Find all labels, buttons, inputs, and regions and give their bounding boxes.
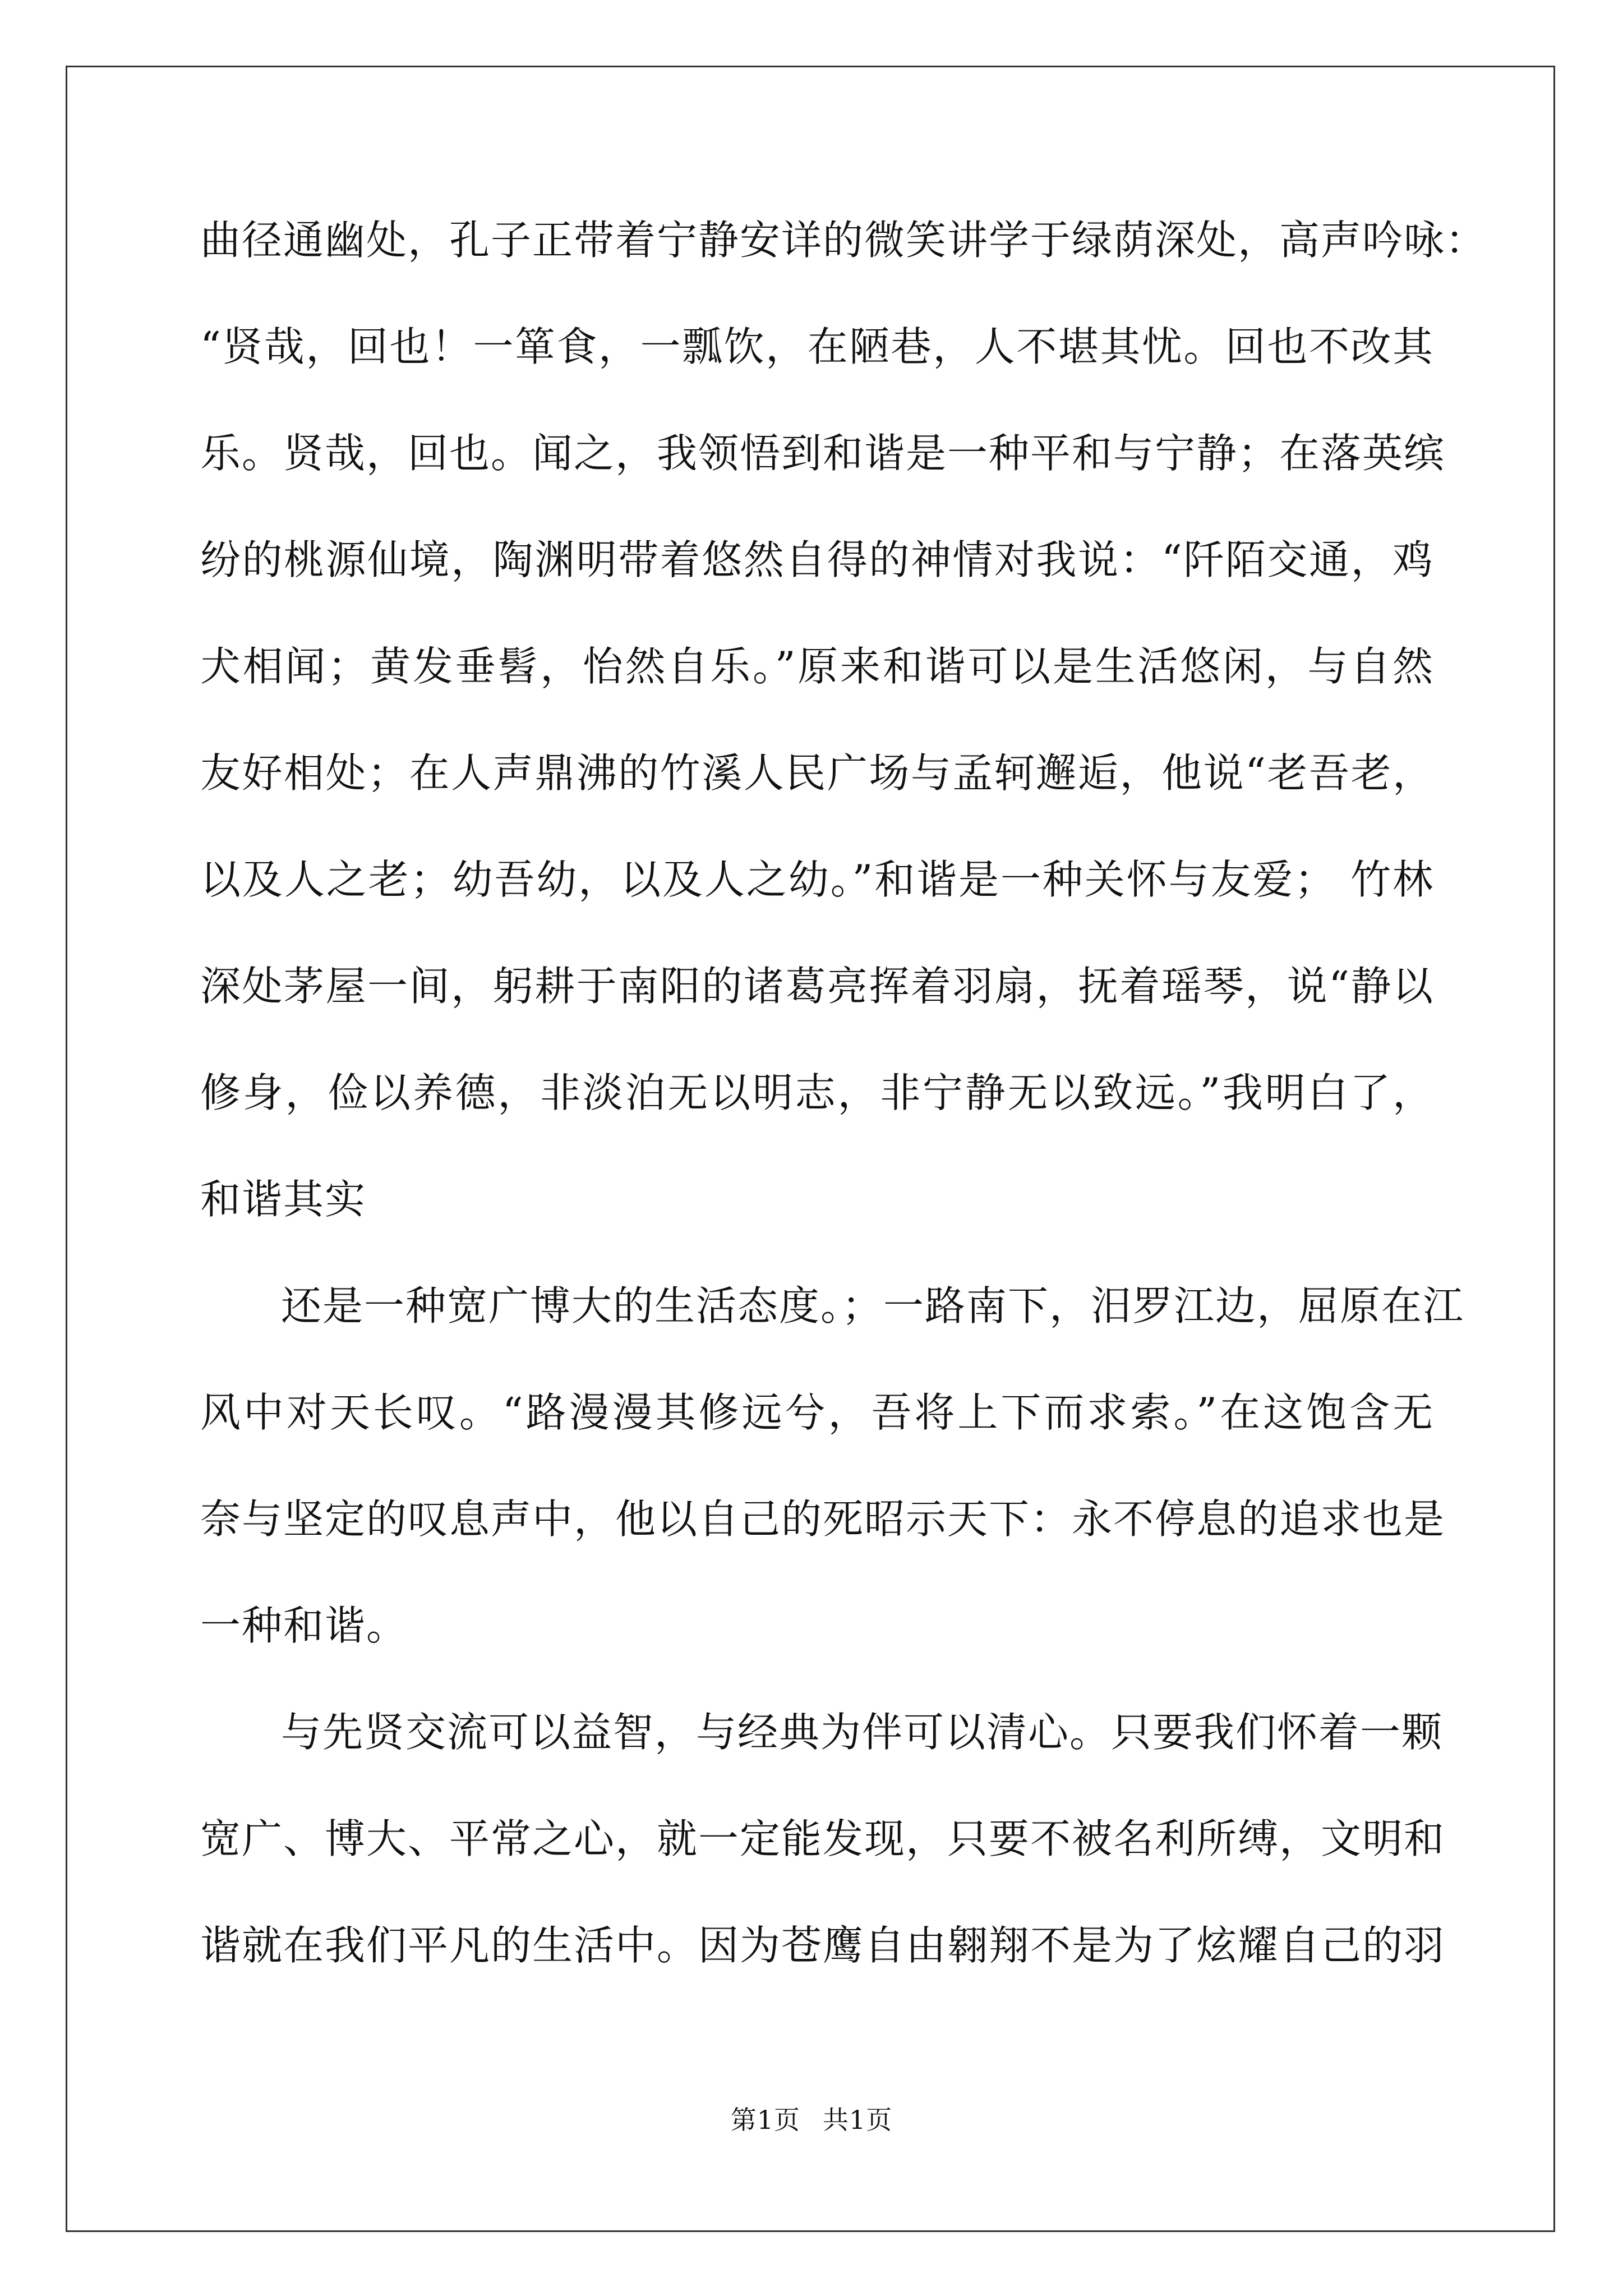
text-line: 纷的桃源仙境，陶渊明带着悠然自得的神情对我说：“阡陌交通，鸡 [200,536,1434,583]
text-line: 风中对天长叹。“路漫漫其修远兮，吾将上下而求索。”在这饱含无 [200,1389,1434,1436]
text-line: 乐。贤哉，回也。闻之，我领悟到和谐是一种平和与宁静；在落英缤 [200,430,1446,477]
page-footer [0,2107,1623,2133]
document-body [200,217,1487,2032]
paragraph-start-line: 与先贤交流可以益智，与经典为伴可以清心。只要我们怀着一颗 [281,1709,1444,1756]
text-line: 一种和谐。 [200,1602,408,1649]
text-line: 深处茅屋一间，躬耕于南阳的诸葛亮挥着羽扇，抚着瑶琴，说“静以 [200,963,1434,1010]
page-total: 共1页 [823,2105,893,2135]
text-line: 奈与坚定的叹息声中，他以自己的死昭示天下：永不停息的追求也是 [200,1496,1446,1543]
page-number: 第1页 [730,2105,800,2135]
text-line: “贤哉，回也！一箪食，一瓢饮，在陋巷，人不堪其忧。回也不改其 [200,323,1434,370]
text-line: 和谐其实 [200,1176,367,1223]
text-line: 曲径通幽处，孔子正带着宁静安详的微笑讲学于绿荫深处，高声吟咏： [200,217,1487,264]
text-line: 宽广、博大、平常之心，就一定能发现，只要不被名利所缚，文明和 [200,1815,1446,1862]
text-line: 谐就在我们平凡的生活中。因为苍鹰自由翱翔不是为了炫耀自己的羽 [200,1922,1446,1969]
text-line: 修身，俭以养德，非淡泊无以明志，非宁静无以致远。”我明白了， [200,1069,1434,1116]
text-line: 以及人之老；幼吾幼，以及人之幼。”和谐是一种关怀与友爱； 竹林 [200,856,1434,903]
paragraph-start-line: 还是一种宽广博大的生活态度。；一路南下，汨罗江边，屈原在江 [281,1282,1465,1329]
text-line: 犬相闻；黄发垂髫，怡然自乐。”原来和谐可以是生活悠闲，与自然 [200,643,1434,690]
text-line: 友好相处；在人声鼎沸的竹溪人民广场与孟轲邂逅，他说“老吾老， [200,749,1434,797]
